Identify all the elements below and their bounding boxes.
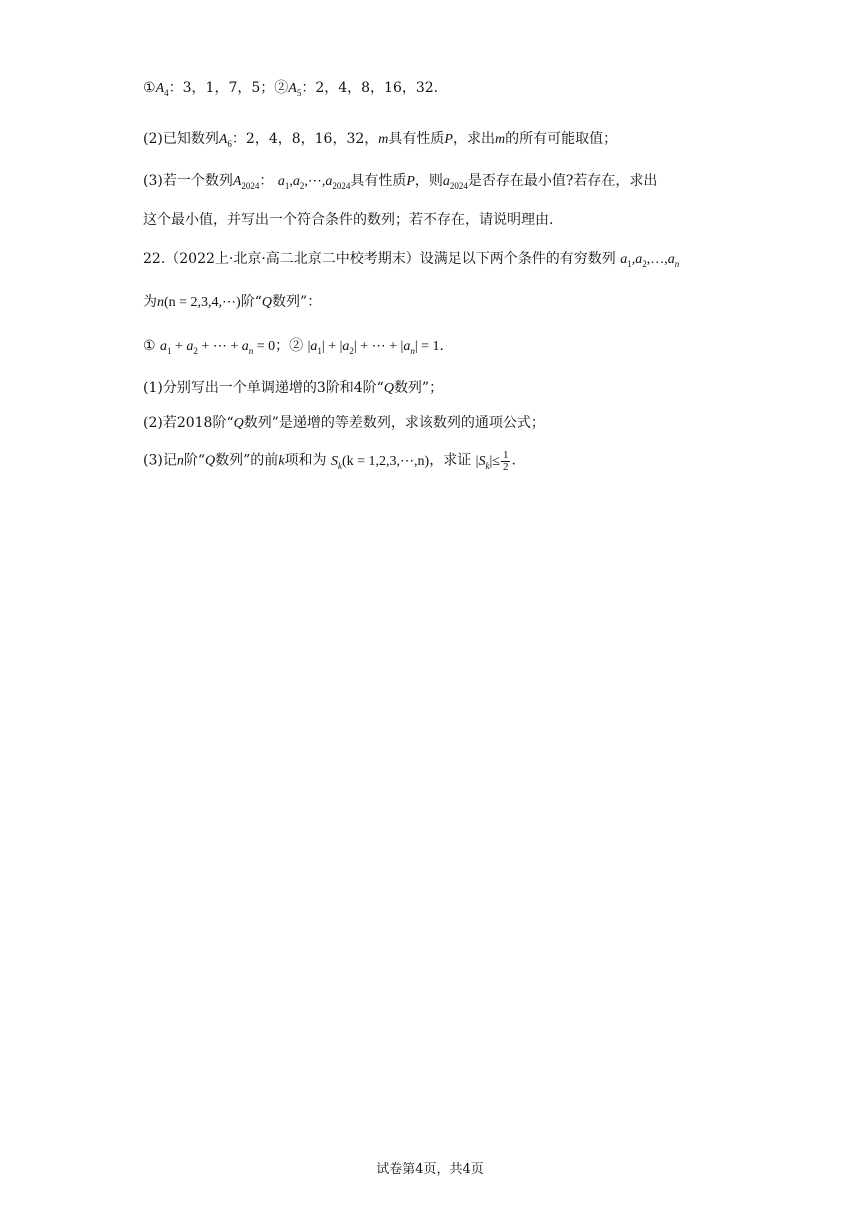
sequence-a1-to-a2024 [278,174,351,189]
abs-sum-condition: $|a_1| + |a_2|$ + ⋯ + $|a_n| = 1$ [307,339,440,356]
var-A5: A [288,81,297,96]
sub-n: n [248,345,254,356]
q3-prefix: (3)若一个数列 [143,173,233,189]
sub-2024: 2024 [241,180,260,191]
sub-question-1 [143,378,443,399]
var-a: a [310,339,318,354]
seq-A4-values: ：3，1，7，5；② [168,80,289,96]
cdots: ⋯ [307,174,322,189]
var-a: a [403,339,411,354]
var-a: a [620,252,628,267]
q3-property-text: 具有性质 [350,173,407,189]
var-P: P [444,132,453,147]
sub-k: k [337,460,342,471]
comma: , [321,174,326,189]
sq1-prefix: (1)分别写出一个单调递增的3阶和4阶“ [143,380,384,396]
leq-sign: ≤ [492,453,500,469]
var-Q: Q [205,453,216,469]
sub-2024: 2024 [332,180,351,191]
sub-1: 1 [627,258,632,269]
q2-find-text: ，求出 [452,131,495,147]
period: . [439,338,444,354]
cdots: ⋯ [371,339,386,354]
comma: , [664,252,668,267]
sequence-examples-line [143,78,438,99]
q2-tail: 的所有可能取值； [505,131,618,147]
var-Q: Q [233,416,244,431]
sub-4: 4 [164,87,169,98]
question-3-text [143,171,657,192]
var-Q: Q [261,295,273,310]
sub-1: 1 [317,345,322,356]
var-a: a [241,339,249,354]
var-S: S [478,453,486,469]
equals-one: = 1 [417,339,440,354]
period: . [511,452,516,469]
q-sequence-definition [143,292,321,313]
var-m: m [378,132,389,147]
sub-2: 2 [642,258,647,269]
k-range: (k = 1,2,3,⋯,n) [341,453,430,469]
sq3-prefix: (3)记 [143,452,177,469]
var-a: a [342,339,350,354]
var-A2024: A [232,174,242,189]
sq3-prove: ，求证 [429,452,472,469]
var-k: k [278,453,285,469]
var-a2024: a [442,174,450,189]
sub-2: 2 [349,345,354,356]
q2-prefix: (2)已知数列 [143,131,219,147]
inequality: $|S_k|\le$ $\frac{1}{2}$ [475,449,509,473]
sub-2024: 2024 [449,180,468,191]
var-a: a [292,174,300,189]
question-3-continued [143,210,553,230]
equals-zero: = 0 [253,339,276,354]
circled-one: ① [143,80,156,96]
var-Q: Q [383,381,394,396]
var-a: a [277,174,285,189]
var-m-2: m [494,132,506,147]
comma: , [646,252,651,267]
sum-condition: $a_1 + a_2$ + ⋯ + $a_n = 0$ [160,339,276,356]
circled-two-sep: ；② [275,338,304,354]
question-2-text [143,129,617,150]
conditions-line [143,336,444,357]
q2-property-text: 具有性质 [388,131,445,147]
problem-22-intro: 22.（2022上·北京·高二北京二中校考期末）设满足以下两个条件的有穷数列 [143,251,616,267]
sub-2: 2 [193,345,198,356]
n-range: (n = 2,3,4,⋯) [164,295,241,310]
seq-A6-values: ：2，4，8，16，32， [231,131,379,147]
sub-k: k [485,460,490,471]
var-a: a [186,339,194,354]
var-A4: A [155,81,165,96]
comma: , [289,174,293,189]
sub-1: 1 [167,345,172,356]
sub-2: 2 [299,180,305,191]
sq3-first: 数列”的前 [215,452,279,469]
sub-n: n [674,258,680,269]
dots: … [650,252,665,267]
seq-A5-values: ：2，4，8，16，32. [301,80,439,96]
page-footer: 试卷第4页，共4页 [376,1162,484,1177]
sub-5: 5 [296,87,302,98]
sub-1: 1 [284,180,290,191]
frac-num: 1 [502,449,509,461]
var-a: a [160,339,168,354]
problem-22-header [143,249,679,270]
comma: , [631,252,636,267]
cdots: ⋯ [212,339,227,354]
sub-question-3 [143,450,516,473]
sub-6: 6 [227,138,232,149]
sq2-tail: 数列”是递增的等差数列，求该数列的通项公式； [243,415,545,431]
frac-den: 2 [502,461,509,473]
var-A6: A [218,132,228,147]
sq2-prefix: (2)若2018阶“ [143,415,234,431]
var-n: n [157,295,164,310]
circled-one: ① [143,338,156,354]
var-S: S [330,453,338,469]
sub-n: n [410,345,415,356]
partial-sum-Sk [331,454,429,469]
sq3-order: 阶“ [183,452,206,469]
var-a: a [635,252,643,267]
var-a: a [325,174,333,189]
sub-question-2 [143,413,545,434]
q3-tail: 是否存在最小值?若存在，求出 [467,173,658,189]
q3-continued-text: 这个最小值，并写出一个符合条件的数列；若不存在，请说明理由. [143,212,554,228]
def-order: 阶“ [240,294,262,310]
q3-then: ，则 [414,173,443,189]
sq3-sum-as: 项和为 [284,452,327,469]
comma: , [304,174,308,189]
def-prefix: 为 [143,294,157,310]
sequence-a1-to-an [620,252,679,267]
def-tail: 数列”： [272,294,322,310]
var-P: P [406,174,415,189]
var-a: a [667,252,675,267]
var-n: n [176,453,184,469]
q3-colon: ： [259,173,274,189]
one-half-fraction [501,450,511,473]
sq1-tail: 数列”； [393,380,444,396]
